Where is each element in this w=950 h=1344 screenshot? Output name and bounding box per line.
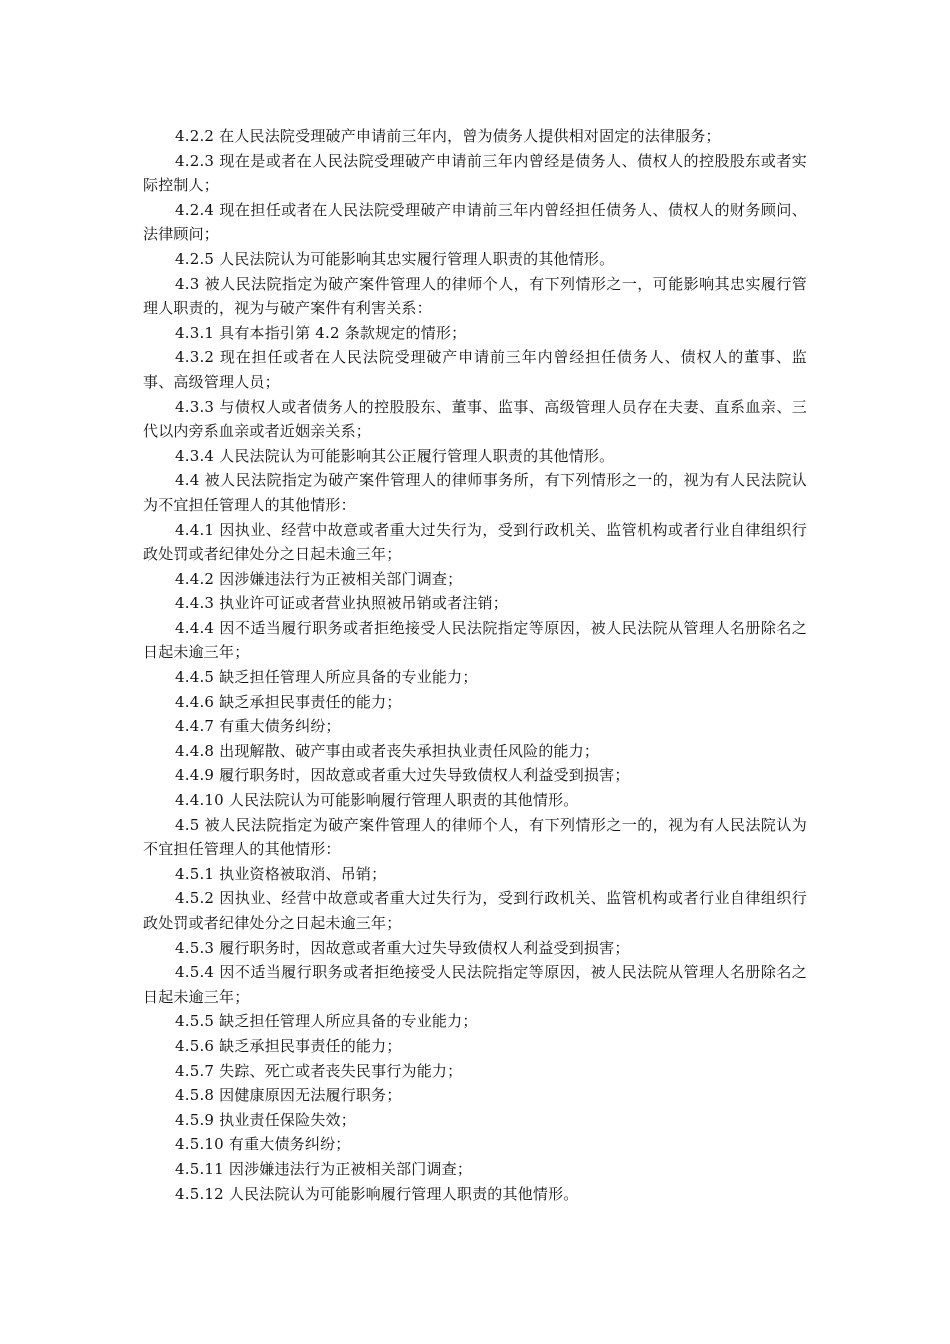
clause-4-5-9: 4.5.9 执业责任保险失效；	[175, 1110, 356, 1129]
clause-4-5-11: 4.5.11 因涉嫌违法行为正被相关部门调查；	[175, 1159, 473, 1178]
document-body	[143, 124, 807, 1206]
clause-4-2-2: 4.2.2 在人民法院受理破产申请前三年内，曾为债务人提供相对固定的法律服务；	[175, 127, 721, 145]
clause-4-4: 4.4 被人民法院指定为破产案件管理人的律师事务所，有下列情形之一的，视为有人民法院认为不宜担任管理人的其他情形：	[143, 471, 807, 514]
clause-4-3-4: 4.3.4 人民法院认为可能影响其公正履行管理人职责的其他情形。	[175, 446, 615, 465]
clause-4-5-7: 4.5.7 失踪、死亡或者丧失民事行为能力；	[175, 1061, 463, 1080]
clause-4-5-12: 4.5.12 人民法院认为可能影响履行管理人职责的其他情形。	[175, 1184, 579, 1203]
clause-4-4-10: 4.4.10 人民法院认为可能影响履行管理人职责的其他情形。	[175, 791, 579, 810]
clause-4-4-3: 4.4.3 执业许可证或者营业执照被吊销或者注销；	[175, 594, 508, 613]
clause-4-4-6: 4.4.6 缺乏承担民事责任的能力；	[175, 692, 402, 711]
clause-4-3: 4.3 被人民法院指定为破产案件管理人的律师个人，有下列情形之一，可能影响其忠实履行管理人职责的，视为与破产案件有利害关系：	[143, 274, 807, 318]
clause-4-5-4: 4.5.4 因不适当履行职务或者拒绝接受人民法院指定等原因，被人民法院从管理人名册除名之日起未逾三年；	[143, 963, 807, 1006]
clause-4-2-4: 4.2.4 现在担任或者在人民法院受理破产申请前三年内曾经担任债务人、债权人的财务顾问、法律顾问；	[143, 200, 807, 244]
clause-4-5-1: 4.5.1 执业资格被取消、吊销；	[175, 864, 387, 883]
clause-4-3-2: 4.3.2 现在担任或者在人民法院受理破产申请前三年内曾经担任债务人、债权人的董事、监事、高级管理人员；	[143, 348, 807, 391]
clause-4-5-5: 4.5.5 缺乏担任管理人所应具备的专业能力；	[175, 1012, 478, 1031]
clause-4-2-3: 4.2.3 现在是或者在人民法院受理破产申请前三年内曾经是债务人、债权人的控股股东或者实际控制人；	[143, 151, 807, 195]
clause-4-4-9: 4.4.9 履行职务时，因故意或者重大过失导致债权人利益受到损害；	[175, 766, 630, 785]
clause-4-5-3: 4.5.3 履行职务时，因故意或者重大过失导致债权人利益受到损害；	[175, 938, 630, 957]
clause-4-5-10: 4.5.10 有重大债务纠纷；	[175, 1135, 351, 1154]
clause-4-4-1: 4.4.1 因执业、经营中故意或者重大过失行为，受到行政机关、监管机构或者行业自律组织行政处罚或者纪律处分之日起未逾三年；	[143, 520, 807, 564]
clause-4-4-8: 4.4.8 出现解散、破产事由或者丧失承担执业责任风险的能力；	[175, 741, 600, 760]
clause-4-5-6: 4.5.6 缺乏承担民事责任的能力；	[175, 1036, 402, 1055]
clause-4-4-2: 4.4.2 因涉嫌违法行为正被相关部门调查；	[175, 569, 463, 588]
clause-4-4-5: 4.4.5 缺乏担任管理人所应具备的专业能力；	[175, 668, 478, 687]
clause-4-5: 4.5 被人民法院指定为破产案件管理人的律师个人，有下列情形之一的，视为有人民法院认为不宜担任管理人的其他情形：	[143, 815, 807, 859]
clause-4-4-7: 4.4.7 有重大债务纠纷；	[175, 717, 341, 736]
clause-4-5-2: 4.5.2 因执业、经营中故意或者重大过失行为，受到行政机关、监管机构或者行业自律组织行政处罚或者纪律处分之日起未逾三年；	[143, 889, 807, 932]
clause-4-3-1: 4.3.1 具有本指引第 4.2 条款规定的情形；	[175, 323, 467, 342]
clause-4-3-3: 4.3.3 与债权人或者债务人的控股股东、董事、监事、高级管理人员存在夫妻、直系血亲、三代以内旁系血亲或者近姻亲关系；	[143, 397, 807, 441]
clause-4-2-5: 4.2.5 人民法院认为可能影响其忠实履行管理人职责的其他情形。	[175, 249, 615, 268]
clause-4-4-4: 4.4.4 因不适当履行职务或者拒绝接受人民法院指定等原因，被人民法院从管理人名册除名之日起未逾三年；	[143, 618, 807, 662]
clause-4-5-8: 4.5.8 因健康原因无法履行职务；	[175, 1086, 402, 1105]
